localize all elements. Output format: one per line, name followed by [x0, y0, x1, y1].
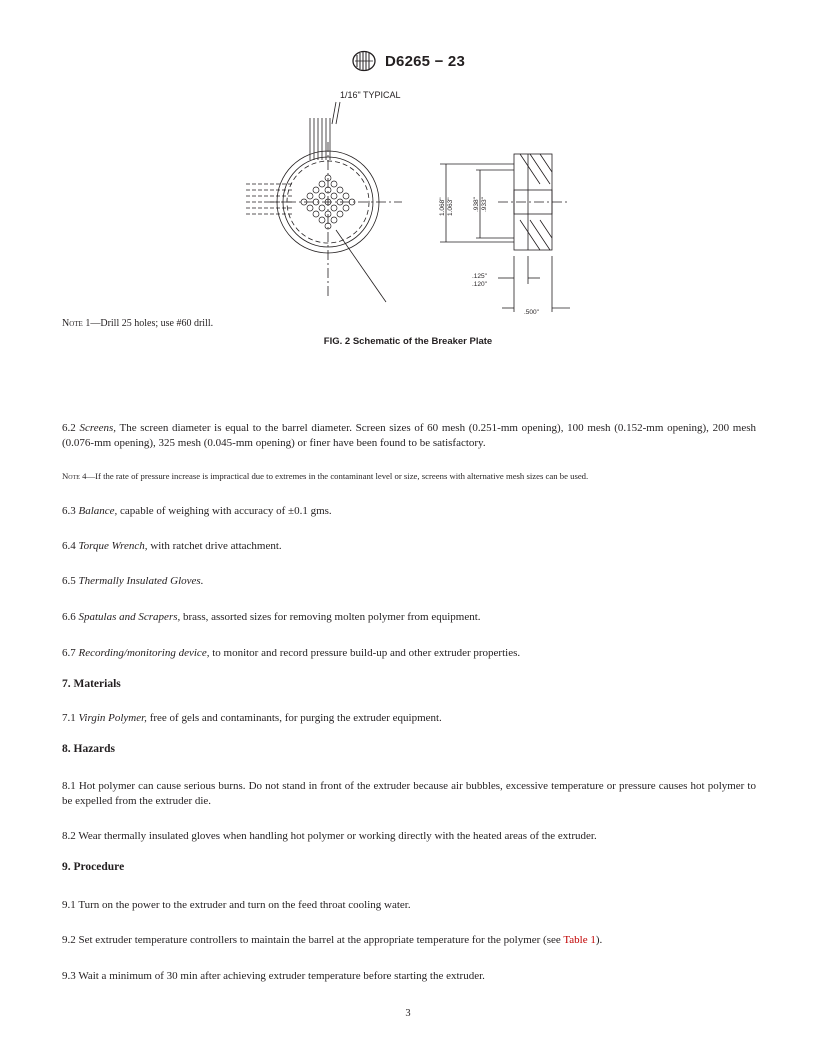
note-4: Note 4—If the rate of pressure increase is impractical due to extremes in the contaminant level or size, screens with alternative mesh sizes can be used. — [62, 471, 589, 481]
section-8-1: 8.1 Hot polymer can cause serious burns. Do not stand in front of the extruder because air bubbles, excessive temperature or pressure causes hot polymer to be expelled from the extruder die. — [62, 780, 756, 807]
dim-outer-2: 1.063" — [447, 197, 454, 216]
document-designation: D6265 − 23 — [385, 52, 465, 70]
heading-procedure: 9. Procedure — [62, 861, 125, 873]
section-6-3: 6.3 Balance, capable of weighing with accuracy of ±0.1 gms. — [62, 505, 332, 517]
astm-logo-icon — [351, 50, 377, 72]
dim-lip-1: .125" — [472, 273, 487, 280]
dim-outer-1: 1.068" — [439, 197, 446, 216]
heading-hazards: 8. Hazards — [62, 743, 116, 755]
section-6-2: 6.2 Screens, The screen diameter is equal to the barrel diameter. Screen sizes of 60 mesh (0.251-mm opening), 100 mesh (0.152-mm opening), 200 mesh (0.076-mm opening), 325 mesh (0.045-mm opening) or finer have been found to be satisfactory. — [62, 422, 757, 449]
page-number: 3 — [405, 1008, 411, 1019]
dim-thickness: .500" — [524, 309, 539, 316]
section-9-2: 9.2 Set extruder temperature controllers to maintain the barrel at the appropriate temperature for the polymer (see Table 1). — [62, 934, 603, 946]
dim-lip-2: .120" — [472, 281, 487, 288]
section-9-1: 9.1 Turn on the power to the extruder and turn on the feed throat cooling water. — [62, 899, 411, 911]
breaker-plate-schematic — [240, 80, 580, 320]
dim-inner-1: .938" — [473, 197, 480, 212]
section-6-7: 6.7 Recording/monitoring device, to monitor and record pressure build-up and other extruder properties. — [62, 647, 521, 659]
section-8-2: 8.2 Wear thermally insulated gloves when handling hot polymer or working directly with the heated areas of the extruder. — [62, 830, 597, 842]
side-view — [440, 154, 570, 312]
section-6-4: 6.4 Torque Wrench, with ratchet drive attachment. — [62, 540, 282, 552]
section-6-6: 6.6 Spatulas and Scrapers, brass, assorted sizes for removing molten polymer from equipment. — [62, 611, 481, 623]
figure-callout: 1/16" TYPICAL — [340, 90, 401, 100]
dim-inner-2: .933" — [481, 197, 488, 212]
figure-caption: FIG. 2 Schematic of the Breaker Plate — [323, 336, 493, 347]
heading-materials: 7. Materials — [62, 678, 121, 690]
section-6-5: 6.5 Thermally Insulated Gloves. — [62, 575, 204, 587]
front-view — [246, 102, 402, 302]
figure-note-1: Note 1—Drill 25 holes; use #60 drill. — [62, 318, 214, 329]
table-1-link[interactable]: Table 1 — [563, 934, 596, 946]
section-7-1: 7.1 Virgin Polymer, free of gels and contaminants, for purging the extruder equipment. — [62, 712, 442, 724]
page-header — [0, 50, 816, 72]
section-9-3: 9.3 Wait a minimum of 30 min after achieving extruder temperature before starting the extruder. — [62, 970, 485, 982]
